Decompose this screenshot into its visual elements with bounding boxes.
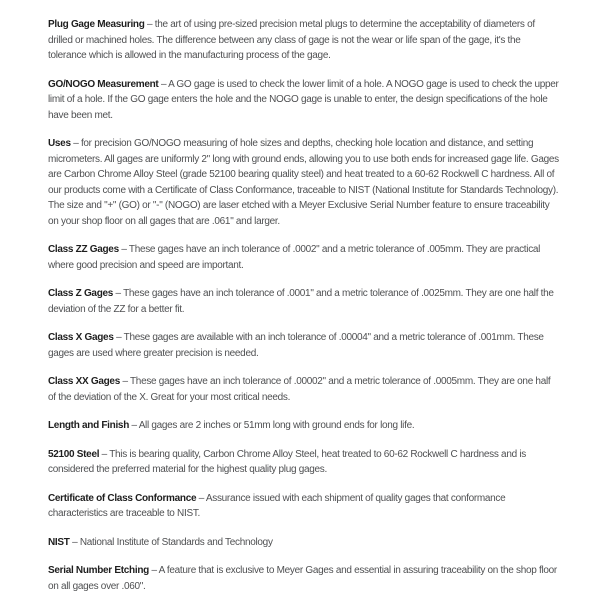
glossary-entry [48,330,560,361]
definition-text: – These gages are available with an inch tolerance of .00004" and a metric tolerance of .001mm. These gages are used where greater precision is needed. [48,332,544,359]
term-text: Plug Gage Measuring [48,19,145,30]
definition-text: – These gages have an inch tolerance of .0002" and a metric tolerance of .005mm. They are practical where good precision and speed are important. [48,244,541,271]
glossary-entry [48,374,560,405]
definition-text: – These gages have an inch tolerance of .00002" and a metric tolerance of .0005mm. They are one half of the deviation of the X. Great for your most critical needs. [48,376,551,403]
definition-text: – All gages are 2 inches or 51mm long with ground ends for long life. [131,420,415,431]
term-text: Class Z Gages [48,288,114,299]
glossary-entry [48,17,560,64]
term-text: Class ZZ Gages [48,244,119,255]
term-text: Class X Gages [48,332,114,343]
definition-text: – for precision GO/NOGO measuring of hole sizes and depths, checking hole location and distance, and setting micrometers. All gages are uniformly 2" long with ground ends, allowing you to use both ends for increased gage life. Gages are Carbon Chrome Alloy Steel (grade 52100 bearing quality steel) and heat treated to a 60-62 Rockwell C hardness. All of our products come with a Certificate of Class Conformance, traceable to NIST (National Institute for Standards Technology). The size and "+" (GO) or "-" (NOGO) are laser etched with a Meyer Exclusive Serial Number feature to ensure traceability on your shop floor on all gages that are .061" and larger. [48,138,559,227]
term-text: Certificate of Class Conformance [48,492,197,504]
definition-text: – Assurance issued with each shipment of quality gages that conformance characteristics are traceable to NIST. [48,492,506,519]
glossary-entry [48,136,560,229]
definition-text: – These gages have an inch tolerance of .0001" and a metric tolerance of .0025mm. They are one half the deviation of the ZZ for a better fit. [48,288,554,315]
glossary-entry [48,447,560,478]
glossary-entry [48,418,560,434]
term-text: Uses [48,138,71,149]
term-text: NIST [48,536,70,548]
glossary-entry [48,535,560,551]
glossary-entry [48,563,560,594]
glossary-entry [48,242,560,273]
term-text: Serial Number Etching [48,565,149,576]
term-text: Class XX Gages [48,376,120,387]
glossary-entry [48,491,560,522]
definition-text: – This is bearing quality, Carbon Chrome Alloy Steel, heat treated to 60-62 Rockwell C hardness and is considered the preferred material for the highest quality plug gages. [48,448,526,475]
definition-text: – the art of using pre-sized precision metal plugs to determine the acceptability of diameters of drilled or machined holes. The difference between any class of gage is not the wear or life span of the gage, it's the tolerance which is allowed in the manufacturing process of the gage. [48,19,535,61]
term-text: 52100 Steel [48,448,100,460]
term-text: GO/NOGO Measurement [48,78,159,90]
glossary-entry [48,286,560,317]
term-text: Length and Finish [48,420,130,431]
definition-text: – National Institute of Standards and Technology [72,536,273,548]
definition-text: – A GO gage is used to check the lower limit of a hole. A NOGO gage is used to check the upper limit of a hole. If the GO gage enters the hole and the NOGO gage is unable to enter, the design specifications of the hole have been met. [48,78,559,121]
glossary-entry [48,77,560,124]
definition-text: – A feature that is exclusive to Meyer Gages and essential in assuring traceability on the shop floor on all gages over .060". [48,565,557,592]
